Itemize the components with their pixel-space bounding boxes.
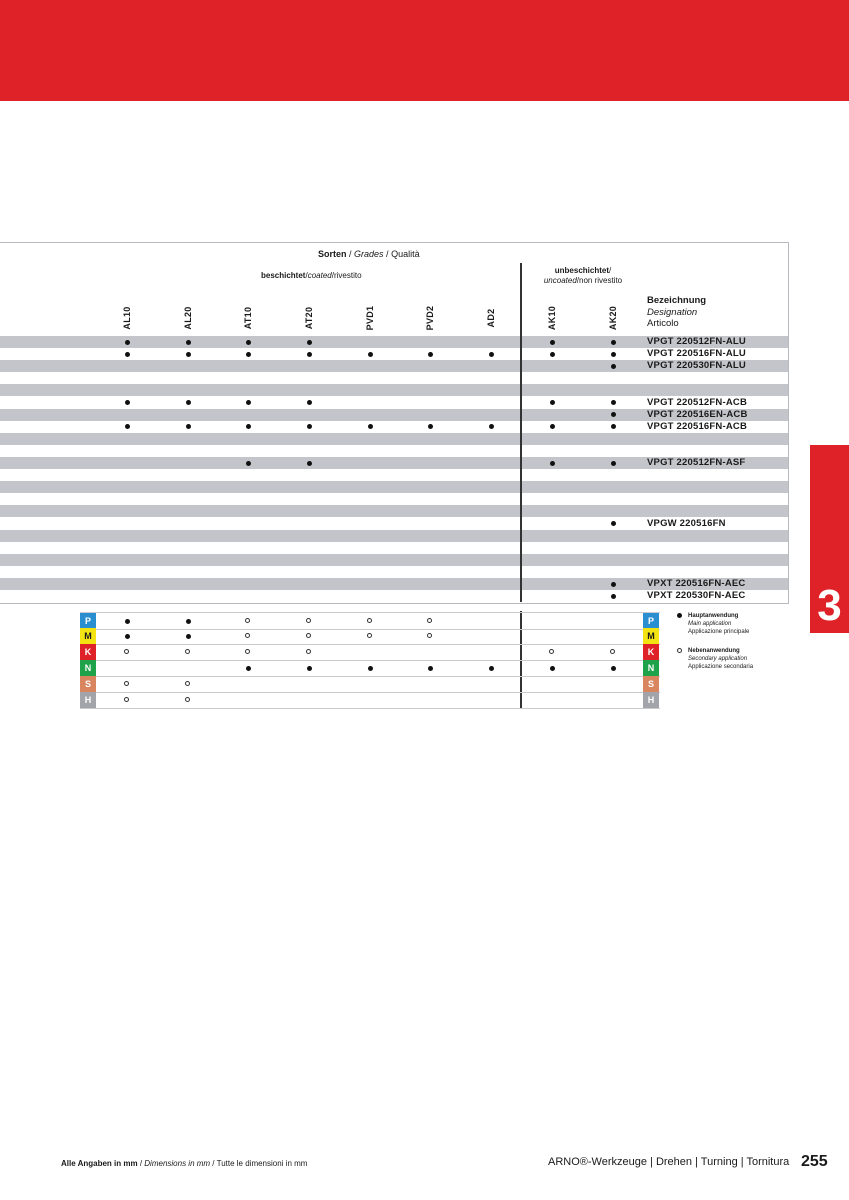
application-row xyxy=(80,644,660,661)
secondary-application-circle-icon xyxy=(124,681,129,686)
designation-heading-en: Designation xyxy=(647,306,698,318)
designation: VPGT 220530FN-ALU xyxy=(647,360,746,372)
grade-dot-icon xyxy=(368,424,373,429)
secondary-application-circle-icon xyxy=(245,618,250,623)
secondary-application-circle-icon xyxy=(610,649,615,654)
main-application-dot-icon xyxy=(307,666,312,671)
table-row xyxy=(0,493,788,505)
main-application-dot-icon xyxy=(428,666,433,671)
secondary-application-circle-icon xyxy=(185,649,190,654)
legend-main-en: Main application xyxy=(688,621,732,627)
grade-dot-icon xyxy=(125,424,130,429)
main-application-dot-icon xyxy=(368,666,373,671)
table-row xyxy=(0,372,788,384)
material-badge-left: P xyxy=(80,613,96,629)
designation: VPGT 220512FN-ALU xyxy=(647,336,746,347)
grade-dot-icon xyxy=(307,461,312,466)
secondary-application-circle-icon xyxy=(306,618,311,623)
secondary-application-circle-icon xyxy=(549,649,554,654)
secondary-application-circle-icon xyxy=(245,633,250,638)
uncoated-heading-it: non rivestito xyxy=(579,276,623,285)
table-row xyxy=(0,578,788,590)
grade-dot-icon xyxy=(550,340,555,345)
coated-uncoated-divider xyxy=(520,263,522,602)
material-badge-left: M xyxy=(80,628,96,644)
grade-dot-icon xyxy=(611,412,616,417)
main-application-dot-icon xyxy=(125,619,130,624)
material-badge-left: H xyxy=(80,692,96,708)
grade-label: PVD2 xyxy=(425,305,435,331)
main-application-dot-icon xyxy=(186,634,191,639)
secondary-application-circle-icon xyxy=(306,649,311,654)
grade-dot-icon xyxy=(368,352,373,357)
designation: VPXT 220530FN-AEC xyxy=(647,590,746,602)
uncoated-heading: unbeschichtet/ uncoated/non rivestito xyxy=(543,266,623,285)
table-row xyxy=(0,348,788,360)
designation-heading-it: Articolo xyxy=(647,318,679,329)
grade-dot-icon xyxy=(125,352,130,357)
legend-secondary-it: Applicazione secondaria xyxy=(688,664,754,670)
grade-dot-icon xyxy=(611,424,616,429)
material-badge-left: N xyxy=(80,660,96,676)
legend-secondary-en: Secondary application xyxy=(688,656,748,662)
grade-dot-icon xyxy=(307,340,312,345)
grade-dot-icon xyxy=(186,424,191,429)
material-badge-right: N xyxy=(643,660,659,676)
table-row xyxy=(0,421,788,433)
uncoated-heading-en: uncoated xyxy=(543,276,577,285)
coated-heading-de: beschichtet xyxy=(261,271,306,280)
grade-dot-icon xyxy=(550,400,555,405)
table-row xyxy=(0,360,788,372)
main-application-dot-icon xyxy=(611,666,616,671)
grades-heading-it: Qualità xyxy=(391,249,420,259)
table-row xyxy=(0,566,788,578)
table-row xyxy=(0,457,788,469)
table-row xyxy=(0,384,788,396)
uncoated-heading-de: unbeschichtet xyxy=(554,266,609,275)
legend-secondary-de: Nebenanwendung xyxy=(688,648,740,654)
chapter-tab xyxy=(810,445,849,633)
coated-heading-en: coated xyxy=(307,271,332,280)
main-application-dot-icon xyxy=(125,634,130,639)
grade-label: AD2 xyxy=(486,308,496,328)
secondary-application-circle-icon xyxy=(124,649,129,654)
footer-left-it: Tutte le dimensioni in mm xyxy=(216,1159,308,1168)
designation: VPGT 220516EN-ACB xyxy=(647,408,748,420)
grade-dot-icon xyxy=(611,364,616,369)
grade-dot-icon xyxy=(186,352,191,357)
legend-main-de: Hauptanwendung xyxy=(688,613,739,619)
table-row xyxy=(0,445,788,457)
footer-breadcrumb: ARNO®-Werkzeuge | Drehen | Turning | Tornitura xyxy=(548,1156,790,1168)
application-row xyxy=(80,676,660,693)
grade-dot-icon xyxy=(611,400,616,405)
filled-dot-icon xyxy=(677,613,682,618)
grade-dot-icon xyxy=(428,424,433,429)
grade-dot-icon xyxy=(246,340,251,345)
coated-heading-it: rivestito xyxy=(333,271,362,280)
legend-main-it: Applicazione principale xyxy=(688,629,750,635)
material-badge-right: M xyxy=(643,628,659,644)
grade-label: PVD1 xyxy=(365,305,375,331)
grade-dot-icon xyxy=(125,340,130,345)
footer-left-de: Alle Angaben in mm xyxy=(61,1159,138,1168)
designation: VPGW 220516FN xyxy=(647,517,726,529)
designation: VPXT 220516FN-AEC xyxy=(647,578,746,589)
main-application-dot-icon xyxy=(550,666,555,671)
grade-dot-icon xyxy=(246,424,251,429)
material-badge-right: S xyxy=(643,676,659,692)
material-badge-left: S xyxy=(80,676,96,692)
table-row xyxy=(0,409,788,421)
secondary-application-circle-icon xyxy=(306,633,311,638)
material-badge-right: H xyxy=(643,692,659,708)
hollow-dot-icon xyxy=(677,648,682,653)
secondary-application-circle-icon xyxy=(185,681,190,686)
grade-dot-icon xyxy=(489,352,494,357)
grade-dot-icon xyxy=(550,424,555,429)
material-badge-right: P xyxy=(643,613,659,629)
grade-dot-icon xyxy=(428,352,433,357)
grade-label: AT10 xyxy=(243,306,253,330)
table-row xyxy=(0,518,788,530)
secondary-application-circle-icon xyxy=(367,633,372,638)
grade-dot-icon xyxy=(550,461,555,466)
page-number: 255 xyxy=(801,1153,828,1170)
grade-dot-icon xyxy=(246,400,251,405)
material-badge-right: K xyxy=(643,644,659,660)
table-row xyxy=(0,542,788,554)
secondary-application-circle-icon xyxy=(185,697,190,702)
grade-dot-icon xyxy=(186,340,191,345)
grade-dot-icon xyxy=(186,400,191,405)
grade-dot-icon xyxy=(307,352,312,357)
application-row xyxy=(80,660,660,677)
table-row xyxy=(0,554,788,566)
table-row xyxy=(0,590,788,602)
grade-dot-icon xyxy=(611,340,616,345)
table-row xyxy=(0,336,788,348)
secondary-application-circle-icon xyxy=(427,633,432,638)
grade-label: AL10 xyxy=(122,306,132,330)
designation: VPGT 220512FN-ACB xyxy=(647,396,748,408)
table-row xyxy=(0,505,788,517)
grade-dot-icon xyxy=(611,582,616,587)
grade-label: AT20 xyxy=(304,306,314,330)
coated-heading: beschichtet/coated/rivestito xyxy=(261,271,362,280)
secondary-application-circle-icon xyxy=(245,649,250,654)
secondary-application-circle-icon xyxy=(427,618,432,623)
chapter-number: 3 xyxy=(817,581,842,630)
grade-dot-icon xyxy=(307,424,312,429)
designation-heading-de: Bezeichnung xyxy=(647,295,707,306)
grade-dot-icon xyxy=(611,461,616,466)
table-row xyxy=(0,433,788,445)
grade-dot-icon xyxy=(611,521,616,526)
grade-label: AK20 xyxy=(608,305,618,331)
grade-dot-icon xyxy=(246,352,251,357)
table-row xyxy=(0,469,788,481)
grades-heading: Sorten / Grades / Qualità xyxy=(318,249,420,259)
designation: VPGT 220512FN-ASF xyxy=(647,457,746,468)
secondary-application-circle-icon xyxy=(124,697,129,702)
grades-heading-en: Grades xyxy=(354,249,384,259)
application-row xyxy=(80,692,660,709)
grade-dot-icon xyxy=(125,400,130,405)
table-row xyxy=(0,481,788,493)
grade-dot-icon xyxy=(611,352,616,357)
application-row xyxy=(80,628,660,645)
grade-dot-icon xyxy=(611,594,616,599)
footer-dimensions-note: Alle Angaben in mm / Dimensions in mm / Tutte le dimensioni in mm xyxy=(61,1159,308,1168)
material-badge-left: K xyxy=(80,644,96,660)
designation: VPGT 220516FN-ACB xyxy=(647,420,748,432)
grade-dot-icon xyxy=(489,424,494,429)
grade-dot-icon xyxy=(550,352,555,357)
grade-dot-icon xyxy=(307,400,312,405)
main-application-dot-icon xyxy=(186,619,191,624)
main-application-dot-icon xyxy=(489,666,494,671)
designation-heading xyxy=(647,295,706,330)
grades-heading-de: Sorten xyxy=(318,249,347,259)
table-row xyxy=(0,530,788,542)
grade-label: AL20 xyxy=(183,306,193,330)
grade-label: AK10 xyxy=(547,305,557,331)
table-row xyxy=(0,397,788,409)
grade-dot-icon xyxy=(246,461,251,466)
footer-left-en: Dimensions in mm xyxy=(144,1159,211,1168)
main-application-dot-icon xyxy=(246,666,251,671)
designation: VPGT 220516FN-ALU xyxy=(647,348,746,360)
secondary-application-circle-icon xyxy=(367,618,372,623)
top-color-band xyxy=(0,0,849,101)
